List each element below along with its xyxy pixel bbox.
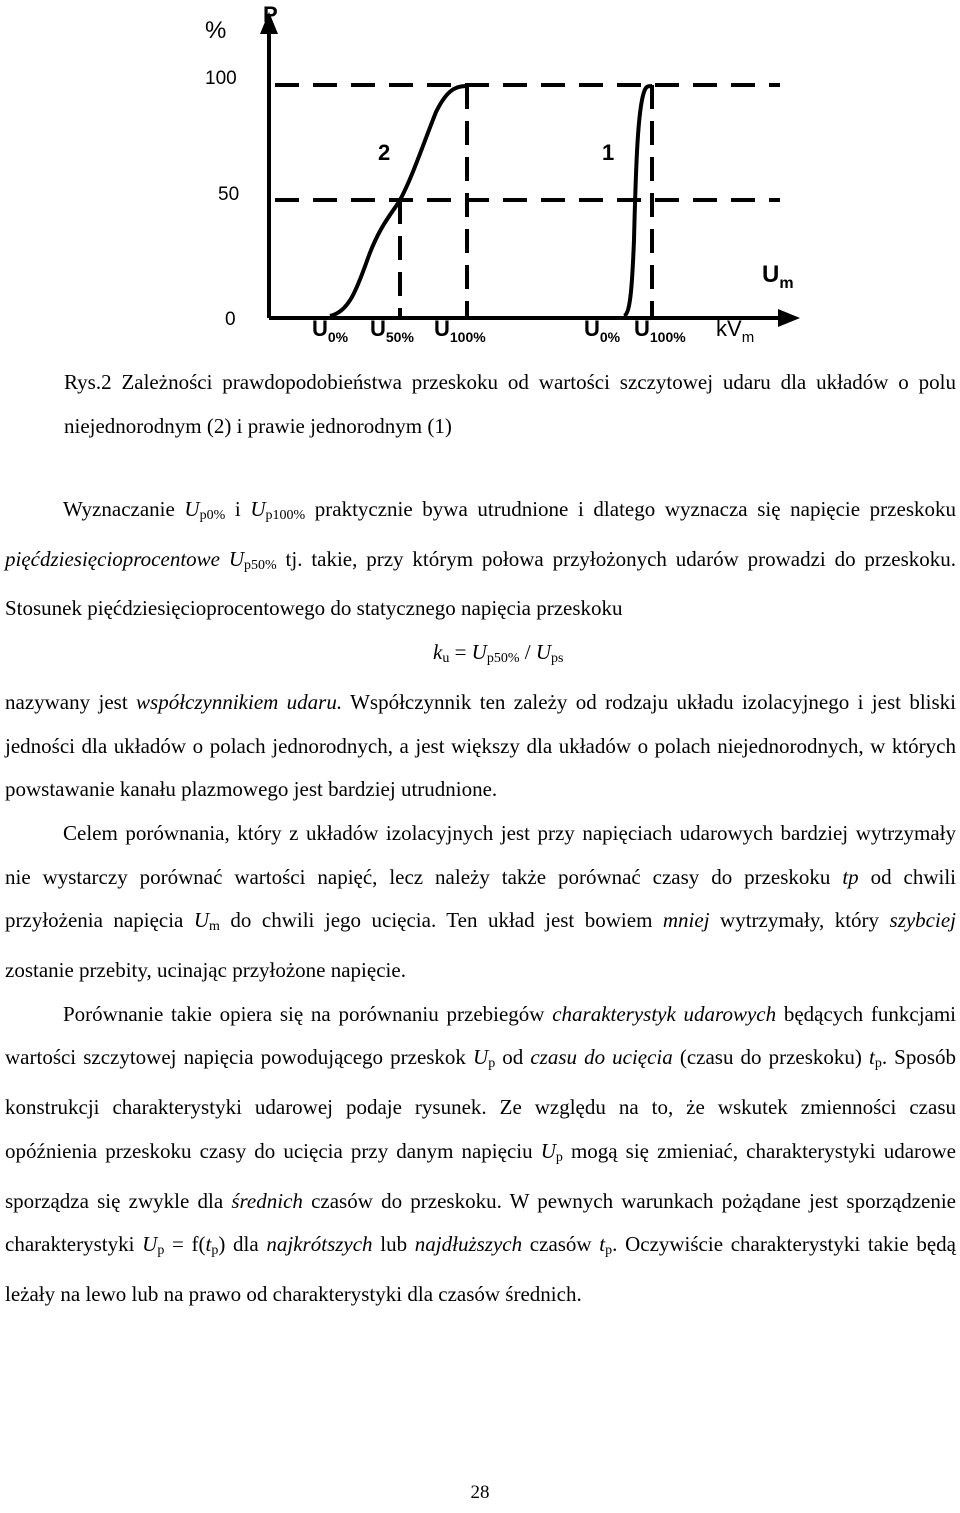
caption-label: Rys.2 xyxy=(64,370,112,394)
p4-k: czasów xyxy=(522,1232,600,1257)
p4-it1: charakterystyk udarowych xyxy=(552,1001,777,1026)
formula-u2: U xyxy=(535,640,552,665)
p1-d xyxy=(220,547,229,571)
p3-it1: tp xyxy=(842,864,859,889)
p1-u1-sub: p0% xyxy=(199,508,226,523)
p3-u-sub: m xyxy=(209,919,220,935)
p1-u3-sub: p50% xyxy=(244,557,277,573)
p4-u2-sub: p xyxy=(555,1149,563,1165)
x-unit-label: $kV_m$ xyxy=(716,316,755,346)
p4-u1-sub: p xyxy=(488,1056,496,1072)
p4-h: = f( xyxy=(164,1232,206,1257)
p4-l: . Oczywiście charakterystyki takie będą leżały na lewo lub na prawo od charakterystyki dla czasów średnich. xyxy=(5,1232,956,1306)
p4-t2: t xyxy=(205,1232,212,1257)
p4-j: lub xyxy=(372,1232,415,1257)
p4-t3: t xyxy=(599,1232,606,1257)
figure-caption xyxy=(64,360,956,448)
formula-ku xyxy=(5,631,956,681)
formula-k: k xyxy=(433,640,443,665)
p4-it2: czasu do ucięcia xyxy=(530,1045,673,1070)
p4-i: ) dla xyxy=(218,1232,267,1257)
p4-a: Porównanie takie opiera się na porównaniu przebiegów xyxy=(63,1001,553,1026)
formula-u-sub: p50% xyxy=(486,651,520,667)
curve-label-1: 1 xyxy=(602,140,615,165)
p2-a: nazywany jest xyxy=(5,689,137,714)
p3-a: Celem porównania, który z układów izolacyjnych jest przy napięciach udarowych bardziej wytrzymały nie wystarczy porównać wartości napięć, lecz należy także porównać czasy do przeskoku xyxy=(5,820,956,889)
p1-u3: U xyxy=(228,546,245,571)
p4-it3: średnich xyxy=(231,1188,303,1213)
p4-t1-sub: p xyxy=(874,1056,882,1072)
p1-b: i xyxy=(225,497,251,521)
paragraph-4 xyxy=(5,993,956,1317)
curve-label-2: 2 xyxy=(378,140,391,165)
p4-it4: najkrótszych xyxy=(266,1232,373,1257)
p2-it1: współczynnikiem udaru. xyxy=(136,689,343,714)
page-number: 28 xyxy=(470,1482,490,1503)
x-label-u0-curve2: $U_{0\%}$ xyxy=(312,316,349,345)
y-tick-100: 100 xyxy=(205,68,237,89)
x-label-u50-curve2: $U_{50\%}$ xyxy=(370,316,414,345)
p1-e: tj. takie, przy którym połowa przyłożonych udarów prowadzi do przeskoku. Stosunek pięćdziesięcioprocentowego do statycznego napięcia przeskoku xyxy=(5,546,956,621)
p3-it2: mniej xyxy=(662,908,710,933)
formula-u2-sub: ps xyxy=(551,651,564,667)
p1-u2-sub: p100% xyxy=(265,508,306,523)
p3-c: do chwili jego ucięcia. Ten układ jest bowiem xyxy=(219,908,663,933)
p3-d: wytrzymały, który xyxy=(709,908,890,933)
p4-t1: t xyxy=(868,1045,875,1070)
y-axis-label-percent: % xyxy=(205,17,227,44)
y-axis-label-p: P xyxy=(263,2,278,27)
y-tick-50: 50 xyxy=(218,184,240,205)
p2-b: Współczynnik ten zależy od rodzaju układu izolacyjnego i jest bliski jedności dla układów o polach jednorodnych, a jest większy dla układów o polach niejednorodnych, w których powstawanie kanału plazmowego jest bardziej utrudnione. xyxy=(5,689,956,802)
p4-g: czasów do przeskoku. W pewnych warunkach pożądane jest sporządzenie charakterystyki xyxy=(5,1188,956,1257)
p4-b: będących funkcjami wartości szczytowej napięcia powodującego przeskok xyxy=(5,1001,957,1070)
p4-u3-sub: p xyxy=(157,1243,165,1259)
y-tick-0: 0 xyxy=(225,309,236,330)
p3-it3: szybciej xyxy=(889,908,956,933)
p1-u1: U xyxy=(184,497,200,521)
probability-figure xyxy=(0,0,960,360)
p4-u1: U xyxy=(473,1045,489,1070)
p4-t2-sub: p xyxy=(211,1243,219,1259)
x-label-u100-curve2: $U_{100\%}$ xyxy=(434,316,486,345)
paragraph-1 xyxy=(5,488,956,631)
x-axis-arrow xyxy=(778,309,800,327)
p1-a: Wyznaczanie xyxy=(63,497,185,521)
p1-u2: U xyxy=(250,497,266,521)
p4-e: . Sposób konstrukcji charakterystyki udarowej podaje rysunek. Ze względu na to, że wskutek zmienności czasu opóźnienia przeskoku czasy do ucięcia przy danym napięciu xyxy=(5,1045,956,1163)
p4-u3: U xyxy=(142,1232,158,1257)
p1-it1: pięćdziesięcioprocentowe xyxy=(5,546,220,571)
p4-it5: najdłuższych xyxy=(414,1232,523,1257)
paragraph-2 xyxy=(5,681,956,812)
formula-slash: / xyxy=(519,640,536,665)
p4-f: mogą się zmieniać, charakterystyki udarowe sporządza się zwykle dla xyxy=(5,1138,956,1213)
formula-u: U xyxy=(471,640,487,665)
x-label-u100-curve1: $U_{100\%}$ xyxy=(634,316,686,345)
body-text xyxy=(5,488,956,1317)
p3-b: od chwili przyłożenia napięcia xyxy=(5,864,956,933)
paragraph-3 xyxy=(5,812,956,993)
x-axis-symbol: $U_m$ xyxy=(762,261,794,292)
formula-k-sub: u xyxy=(442,651,450,667)
caption-text: Zależności prawdopodobieństwa przeskoku od wartości szczytowej udaru dla układów o polu niejednorodnym (2) i prawie jednorodnym (1) xyxy=(64,370,956,438)
p4-t3-sub: p xyxy=(605,1243,613,1259)
p4-u2: U xyxy=(540,1138,556,1163)
p3-u: U xyxy=(193,908,210,933)
p4-c: od xyxy=(495,1045,531,1070)
x-label-u0-curve1: $U_{0\%}$ xyxy=(584,316,621,345)
p3-e: zostanie przebity, ucinając przyłożone napięcie. xyxy=(5,958,406,983)
p4-d: (czasu do przeskoku) xyxy=(672,1045,869,1070)
formula-eq: = xyxy=(449,640,472,665)
p1-c: praktycznie bywa utrudnione i dlatego wyznacza się napięcie przeskoku xyxy=(305,497,956,521)
